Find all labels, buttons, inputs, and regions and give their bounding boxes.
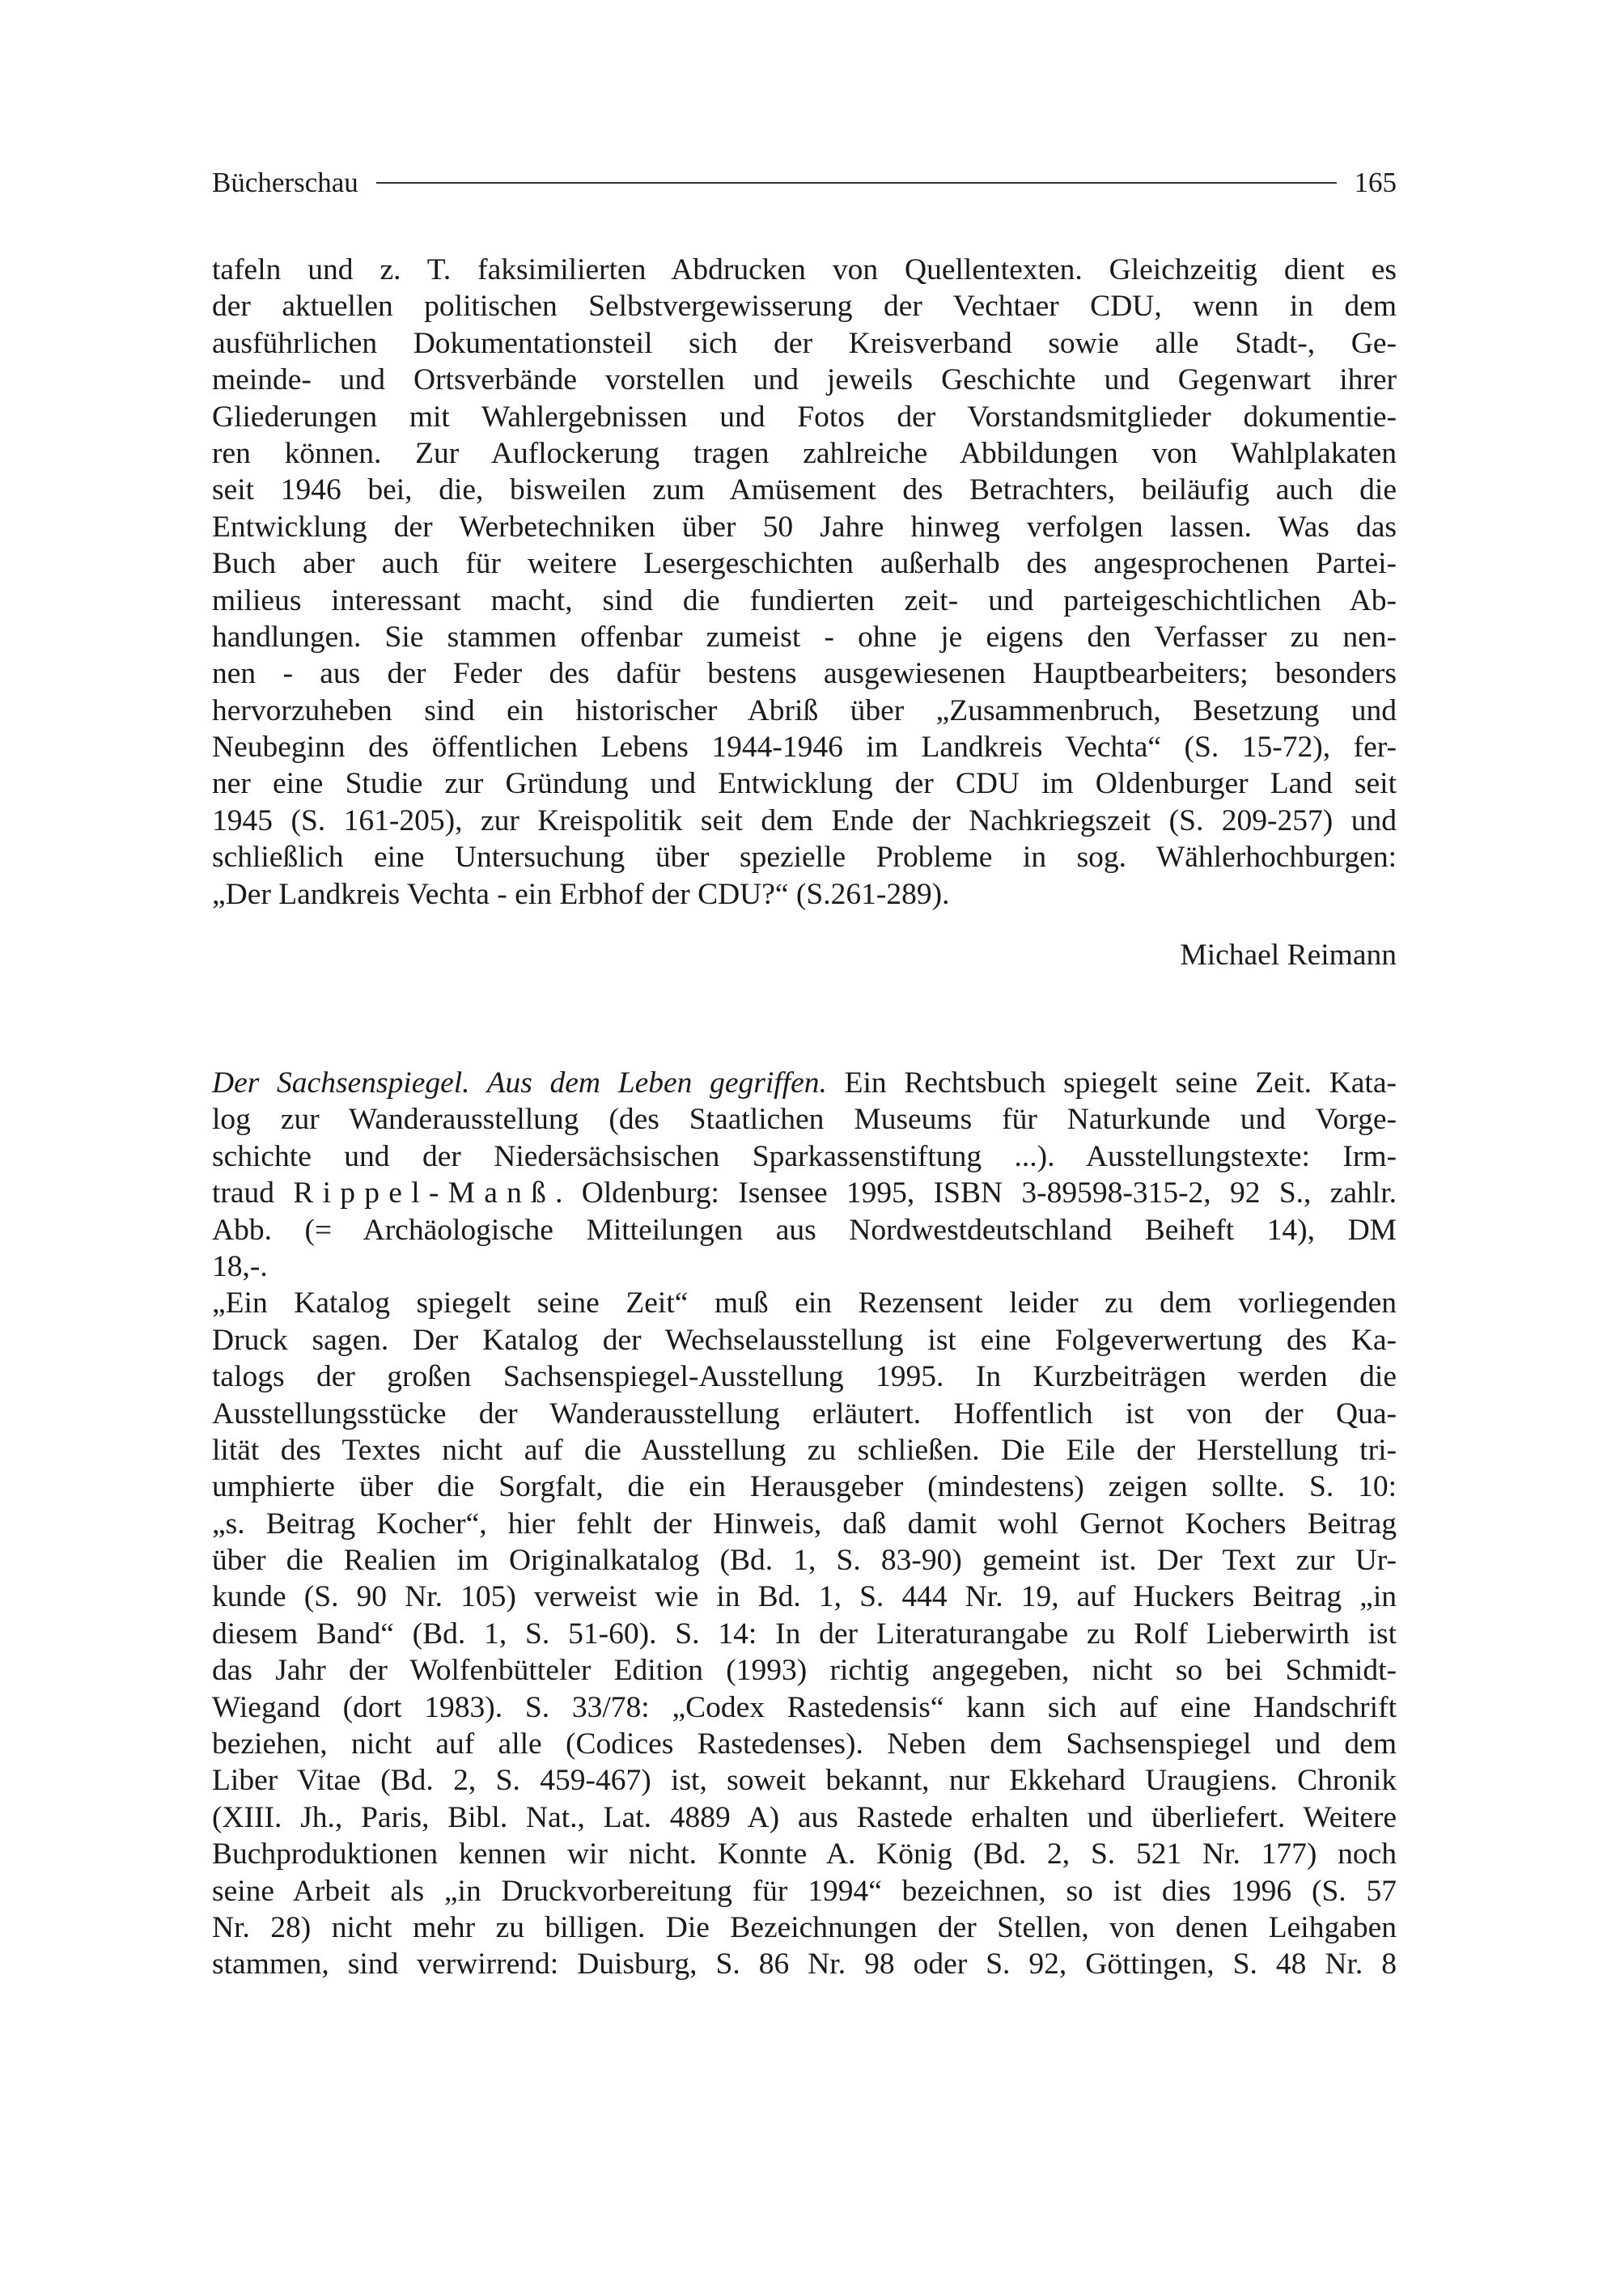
review-1-line: Gliederungen mit Wahlergebnissen und Fotos der Vorstandsmitglieder dokumentie- bbox=[212, 400, 1397, 434]
review-1-line: Buch aber auch für weitere Lesergeschichten außerhalb des angesprochenen Partei- bbox=[212, 547, 1397, 581]
review-1-line: Neubeginn des öffentlichen Lebens 1944-1946 im Landkreis Vechta“ (S. 15-72), fer- bbox=[212, 731, 1397, 765]
review-2-line: (XIII. Jh., Paris, Bibl. Nat., Lat. 4889 A) aus Rastede erhalten und überliefert. Weitere bbox=[212, 1800, 1397, 1834]
running-header bbox=[212, 165, 1397, 201]
review-1-line: seit 1946 bei, die, bisweilen zum Amüsement des Betrachters, beiläufig auch die bbox=[212, 473, 1397, 507]
review-2-line: Nr. 28) nicht mehr zu billigen. Die Bezeichnungen der Stellen, von denen Leihgaben bbox=[212, 1910, 1397, 1944]
citation-line: log zur Wanderausstellung (des Staatlichen Museums für Naturkunde und Vorge- bbox=[212, 1103, 1397, 1137]
review-1-line: ner eine Studie zur Gründung und Entwicklung der CDU im Oldenburger Land seit bbox=[212, 767, 1397, 801]
book-title: Der Sachsenspiegel. Aus dem Leben gegriffen. bbox=[212, 1066, 827, 1100]
review-1-line: ren können. Zur Auflockerung tragen zahlreiche Abbildungen von Wahlplakaten bbox=[212, 436, 1397, 470]
review-1-line: schließlich eine Untersuchung über spezielle Probleme in sog. Wählerhochburgen: bbox=[212, 841, 1397, 875]
author-name: Rippel-Manß bbox=[293, 1176, 556, 1210]
review-2-line: das Jahr der Wolfenbütteler Edition (1993) richtig angegeben, nicht so bei Schmidt- bbox=[212, 1654, 1397, 1688]
citation-line: schichte und der Niedersächsischen Sparkassenstiftung ...). Ausstellungstexte: Irm- bbox=[212, 1139, 1397, 1173]
review-1-line: meinde- und Ortsverbände vorstellen und jeweils Geschichte und Gegenwart ihrer bbox=[212, 363, 1397, 397]
citation-line: traud Rippel-Manß. Oldenburg: Isensee 1995, ISBN 3-89598-315-2, 92 S., zahlr. bbox=[212, 1176, 1397, 1210]
review-2-line: Druck sagen. Der Katalog der Wechselausstellung ist eine Folgeverwertung des Ka- bbox=[212, 1323, 1397, 1357]
review-2-line: „Ein Katalog spiegelt seine Zeit“ muß ein Rezensent leider zu dem vorliegenden bbox=[212, 1286, 1397, 1320]
review-1-line: 1945 (S. 161-205), zur Kreispolitik seit dem Ende der Nachkriegszeit (S. 209-257) und bbox=[212, 803, 1397, 837]
review-2-line: Buchproduktionen kennen wir nicht. Konnte A. König (Bd. 2, S. 521 Nr. 177) noch bbox=[212, 1837, 1397, 1871]
review-2-line: diesem Band“ (Bd. 1, S. 51-60). S. 14: In der Literaturangabe zu Rolf Lieberwirth ist bbox=[212, 1617, 1397, 1651]
review-1-line: tafeln und z. T. faksimilierten Abdrucken von Quellentexten. Gleichzeitig dient es bbox=[212, 253, 1397, 286]
review-2-line: lität des Textes nicht auf die Ausstellung zu schließen. Die Eile der Herstellung tri- bbox=[212, 1433, 1397, 1467]
review-2-line: kunde (S. 90 Nr. 105) verweist wie in Bd. 1, S. 444 Nr. 19, auf Huckers Beitrag „in bbox=[212, 1580, 1397, 1614]
review-2-line: stammen, sind verwirrend: Duisburg, S. 86 Nr. 98 oder S. 92, Göttingen, S. 48 Nr. 8 bbox=[212, 1948, 1397, 1981]
review-2-line: Liber Vitae (Bd. 2, S. 459-467) ist, soweit bekannt, nur Ekkehard Uraugiens. Chronik bbox=[212, 1764, 1397, 1798]
review-2-line: umphierte über die Sorgfalt, die ein Herausgeber (mindestens) zeigen sollte. S. 10: bbox=[212, 1470, 1397, 1504]
review-1-line: nen - aus der Feder des dafür bestens ausgewiesenen Hauptbearbeiters; besonders bbox=[212, 657, 1397, 691]
review-1-line: der aktuellen politischen Selbstvergewisserung der Vechtaer CDU, wenn in dem bbox=[212, 290, 1397, 324]
review-2-line: seine Arbeit als „in Druckvorbereitung für 1994“ bezeichnen, so ist dies 1996 (S. 57 bbox=[212, 1874, 1397, 1908]
review-2-line: Wiegand (dort 1983). S. 33/78: „Codex Rastedensis“ kann sich auf eine Handschrift bbox=[212, 1690, 1397, 1724]
review-1-line: Entwicklung der Werbetechniken über 50 Jahre hinweg verfolgen lassen. Was das bbox=[212, 510, 1397, 544]
review-2-line: talogs der großen Sachsenspiegel-Ausstellung 1995. In Kurzbeiträgen werden die bbox=[212, 1360, 1397, 1394]
review-1-line: ausführlichen Dokumentationsteil sich der Kreisverband sowie alle Stadt-, Ge- bbox=[212, 326, 1397, 360]
review-2-text bbox=[212, 1065, 1397, 1983]
review-2-line: „s. Beitrag Kocher“, hier fehlt der Hinweis, daß damit wohl Gernot Kochers Beitrag bbox=[212, 1507, 1397, 1541]
review-1-line: handlungen. Sie stammen offenbar zumeist - ohne je eigens den Verfasser zu nen- bbox=[212, 620, 1397, 654]
header-rule bbox=[376, 182, 1337, 184]
review-1-line: „Der Landkreis Vechta - ein Erbhof der CDU?“ (S.261-289). bbox=[212, 877, 950, 911]
review-2-line: beziehen, nicht auf alle (Codices Rastedenses). Neben dem Sachsenspiegel und dem bbox=[212, 1727, 1397, 1761]
review-1-line: hervorzuheben sind ein historischer Abriß über „Zusammenbruch, Besetzung und bbox=[212, 693, 1397, 727]
review-2-line: über die Realien im Originalkatalog (Bd. 1, S. 83-90) gemeint ist. Der Text zur Ur- bbox=[212, 1544, 1397, 1578]
citation-line: Abb. (= Archäologische Mitteilungen aus Nordwestdeutschland Beiheft 14), DM bbox=[212, 1213, 1397, 1247]
review-1-text bbox=[212, 252, 1397, 913]
page-number: 165 bbox=[1354, 167, 1397, 198]
reviewer-signature: Michael Reimann bbox=[1180, 939, 1397, 972]
review-1-line: milieus interessant macht, sind die fundierten zeit- und parteigeschichtlichen Ab- bbox=[212, 583, 1397, 617]
citation-line: Der Sachsenspiegel. Aus dem Leben gegriffen. Ein Rechtsbuch spiegelt seine Zeit. Kata- bbox=[212, 1066, 1397, 1100]
running-title: Bücherschau bbox=[212, 167, 358, 198]
review-2-line: Ausstellungsstücke der Wanderausstellung erläutert. Hoffentlich ist von der Qua- bbox=[212, 1397, 1397, 1430]
citation-line: 18,-. bbox=[212, 1249, 268, 1283]
